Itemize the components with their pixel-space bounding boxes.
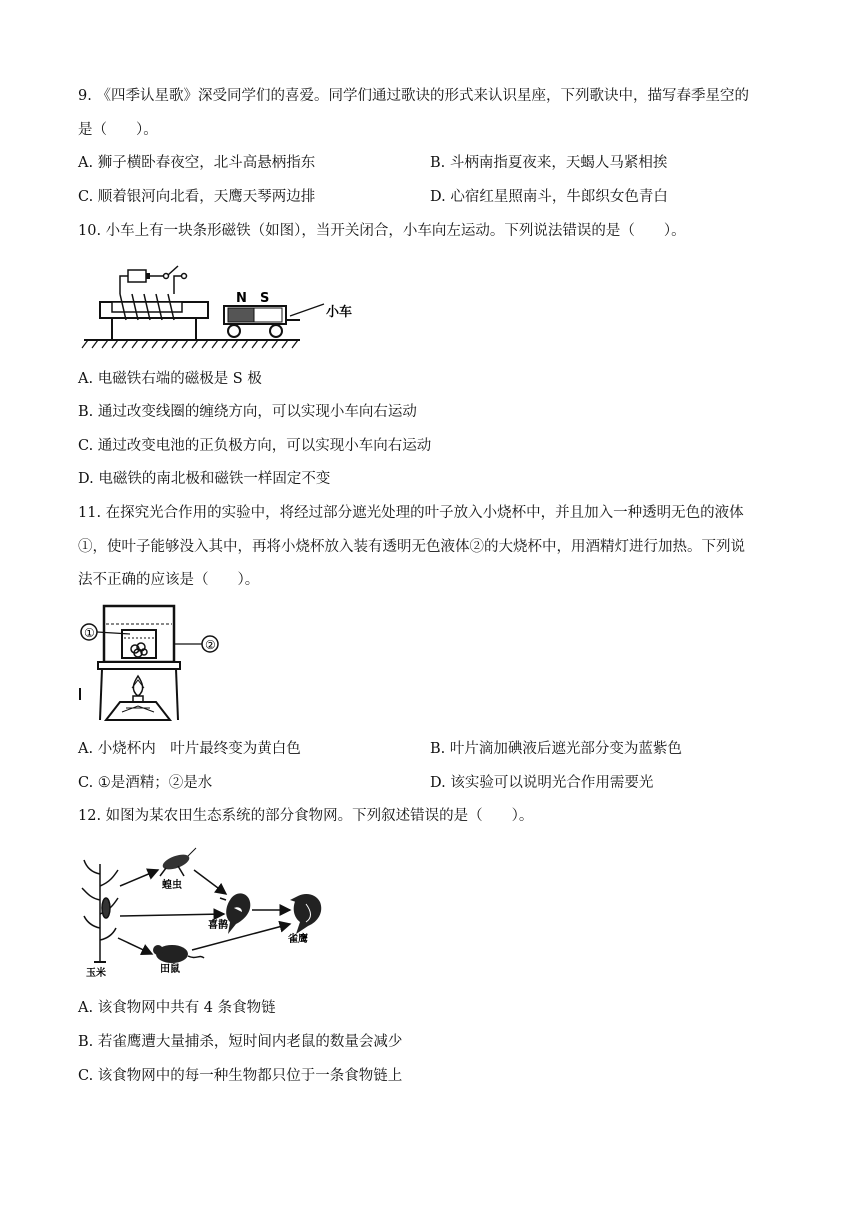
q12-option-c: C. 该食物网中的每一种生物都只位于一条食物链上 (78, 1068, 403, 1084)
beaker-heating-figure (78, 602, 238, 726)
q11-option-a: A. 小烧杯内 叶片最终变为黄白色 (78, 741, 301, 757)
hawk-icon (290, 894, 321, 934)
q9-stem-line1: 9. 《四季认星歌》深受同学们的喜爱。同学们通过歌诀的形式来认识星座，下列歌诀中，描写春季星空的 (78, 88, 749, 104)
q11-option-d: D. 该实验可以说明光合作用需要光 (430, 775, 654, 791)
electromagnet-car-figure (80, 258, 380, 354)
label-1: ① (84, 626, 95, 640)
label-s: S (260, 291, 270, 306)
q12-stem: 12. 如图为某农田生态系统的部分食物网。下列叙述错误的是（ ）。 (78, 808, 534, 824)
locust-icon (160, 848, 196, 876)
q11-option-c: C. ①是酒精；②是水 (78, 775, 213, 791)
battery-icon (128, 270, 146, 282)
mouse-icon (153, 945, 204, 963)
q10-option-a: A. 电磁铁右端的磁极是 S 极 (78, 371, 262, 387)
q12-option-b: B. 若雀鹰遭大量捕杀，短时间内老鼠的数量会减少 (78, 1034, 403, 1050)
label-2: ② (205, 638, 216, 652)
corn-icon (82, 860, 118, 962)
label-corn: 玉米 (86, 968, 106, 979)
label-n: N (236, 291, 247, 306)
alcohol-lamp-icon (106, 676, 170, 720)
q9-option-c: C. 顺着银河向北看，天鹰天琴两边排 (78, 189, 316, 205)
label-car: 小车 (326, 305, 353, 320)
q10-option-c: C. 通过改变电池的正负极方向，可以实现小车向右运动 (78, 438, 432, 454)
q9-option-b: B. 斗柄南指夏夜来，天蝎人马紧相挨 (430, 155, 668, 171)
q10-stem: 10. 小车上有一块条形磁铁（如图），当开关闭合，小车向左运动。下列说法错误的是（ ）。 (78, 223, 686, 239)
bar-magnet-north (228, 308, 254, 322)
label-magpie: 喜鹊 (208, 920, 228, 931)
q10-option-b: B. 通过改变线圈的缠绕方向，可以实现小车向右运动 (78, 404, 417, 420)
label-locust: 蝗虫 (162, 880, 182, 891)
q11-stem-line2: ①，使叶子能够没入其中，再将小烧杯放入装有透明无色液体②的大烧杯中，用酒精灯进行加热。下列说 (78, 539, 745, 555)
q9-option-d: D. 心宿红星照南斗，牛郎织女色青白 (430, 189, 668, 205)
q10-option-d: D. 电磁铁的南北极和磁铁一样固定不变 (78, 471, 331, 487)
q12-option-a: A. 该食物网中共有 4 条食物链 (78, 1000, 276, 1016)
q9-option-a: A. 狮子横卧春夜空，北斗高悬柄指东 (78, 155, 316, 171)
bar-magnet-south (254, 308, 282, 322)
q11-stem-line3: 法不正确的应该是（ ）。 (78, 572, 260, 588)
food-web-figure (80, 842, 340, 982)
label-mouse: 田鼠 (160, 964, 180, 975)
q9-stem-line2: 是（ ）。 (78, 122, 158, 138)
label-hawk: 雀鹰 (288, 934, 308, 945)
q11-stem-line1: 11. 在探究光合作用的实验中，将经过部分遮光处理的叶子放入小烧杯中，并且加入一种透明无色的液体 (78, 505, 744, 521)
q11-option-b: B. 叶片滴加碘液后遮光部分变为蓝紫色 (430, 741, 682, 757)
